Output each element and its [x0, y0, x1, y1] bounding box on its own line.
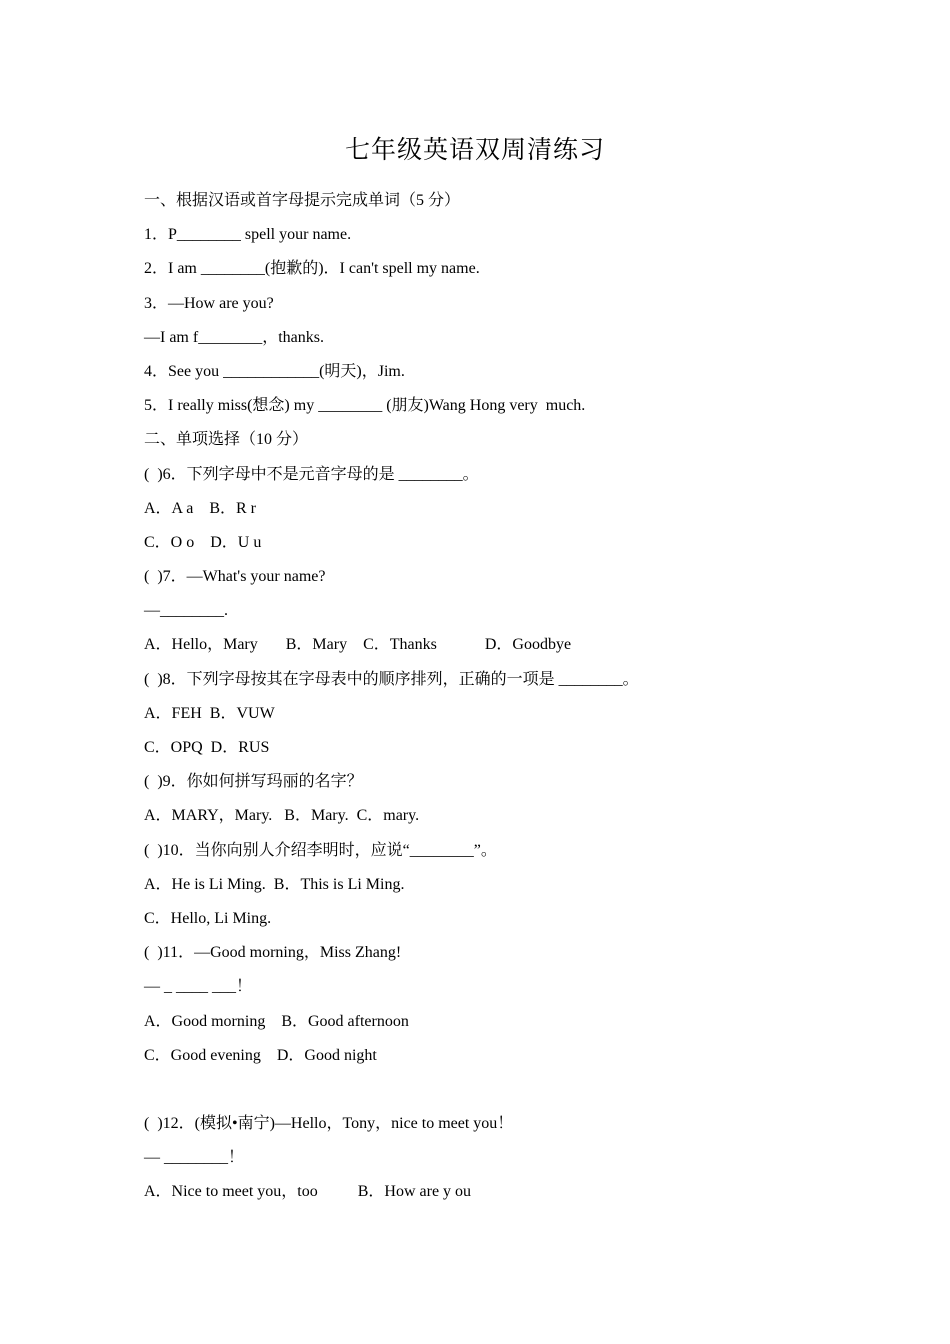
question-8-options-ab: A．FEH B．VUW: [144, 704, 275, 722]
page-title: 七年级英语双周清练习: [344, 137, 605, 164]
section-heading-choice: 二、单项选择（10 分）: [144, 431, 309, 449]
question-12-options-ab: A．Nice to meet you，too B．How are y ou: [144, 1183, 472, 1201]
question-6-options-cd: C．O o D．U u: [144, 533, 262, 551]
question-3: 3．—How are you?: [144, 294, 274, 312]
question-6-options-ab: A．A a B．R r: [144, 499, 257, 517]
question-8-options-cd: C．OPQ D．RUS: [144, 739, 270, 756]
question-12-blank: — ________！: [144, 1149, 245, 1167]
question-7-options: A．Hello，Mary B．Mary C．Thanks D．Goodbye: [144, 636, 572, 654]
question-3-answer: —I am f________，thanks.: [144, 328, 324, 346]
question-7: ( )7．—What's your name?: [144, 568, 326, 586]
section-heading-vocab: 一、根据汉语或首字母提示完成单词（5 分）: [144, 192, 461, 209]
question-11: ( )11．—Good morning，Miss Zhang!: [144, 944, 402, 962]
question-5: 5．I really miss(想念) my ________ (朋友)Wang Hong very much.: [144, 397, 586, 415]
question-4: 4．See you ____________(明天)，Jim.: [144, 362, 405, 380]
question-1: 1．P________ spell your name.: [144, 226, 352, 244]
blank-spacer: [144, 1073, 844, 1107]
exercise-content: [144, 184, 844, 1210]
question-7-blank: —________.: [144, 602, 228, 620]
question-10-options-c: C．Hello, Li Ming.: [144, 909, 272, 927]
question-6: ( )6．下列字母中不是元音字母的是 ________。: [144, 465, 479, 483]
question-11-blank: — _ ____ ___！: [144, 978, 253, 996]
question-10-options-ab: A．He is Li Ming. B．This is Li Ming.: [144, 875, 405, 893]
question-11-options-cd: C．Good evening D．Good night: [144, 1046, 377, 1064]
question-2: 2．I am ________(抱歉的)．I can't spell my name.: [144, 260, 480, 278]
question-10: ( )10．当你向别人介绍李明时，应说“________”。: [144, 841, 497, 859]
question-11-options-ab: A．Good morning B．Good afternoon: [144, 1012, 409, 1030]
question-9-options: A．MARY，Mary. B．Mary. C．mary.: [144, 807, 420, 825]
question-12: ( )12．(模拟•南宁)—Hello，Tony，nice to meet you！: [144, 1115, 514, 1133]
question-9: ( )9．你如何拼写玛丽的名字？: [144, 773, 363, 791]
question-8: ( )8．下列字母按其在字母表中的顺序排列，正确的一项是 ________。: [144, 670, 639, 688]
